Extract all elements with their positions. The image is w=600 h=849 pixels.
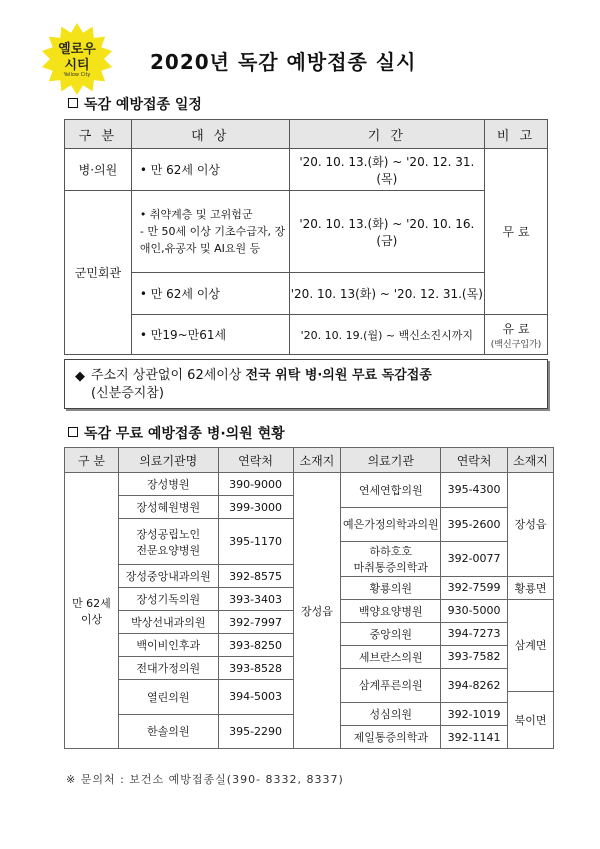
notice-box <box>64 359 548 409</box>
hospital-name: 삼계푸른의원 <box>341 668 441 703</box>
period-cell: '20. 10. 13.(화) ~ '20. 10. 16.(금) <box>289 191 485 273</box>
hospital-name: 백양요양병원 <box>341 599 441 622</box>
hospital-name: 제일통증의학과 <box>341 726 441 749</box>
hospital-name: 하하호호 마취통증의학과 <box>341 542 441 577</box>
hospital-phone: 393-8528 <box>218 657 293 680</box>
note-paid-sub: (백신구입가) <box>490 339 542 350</box>
hospital-name: 성심의원 <box>341 703 441 726</box>
header-cell: 대 상 <box>131 120 289 149</box>
logo-line-3: Yellow City <box>63 72 91 78</box>
notice-text-c: (신분증지참) <box>91 386 164 401</box>
table-row <box>65 149 548 191</box>
hospital-name: 박상선내과의원 <box>118 611 218 634</box>
table-row <box>65 191 548 273</box>
target-cell: • 만19~만61세 <box>131 315 289 355</box>
table-row <box>65 315 548 355</box>
logo-line-1: 옐로우 <box>58 42 96 57</box>
hospital-name: 열린의원 <box>118 680 218 715</box>
hospital-name: 백이비인후과 <box>118 634 218 657</box>
table-row <box>65 473 554 485</box>
footer-contact: ※ 문의처 : 보건소 예방접종실(390- 8332, 8337) <box>66 773 344 786</box>
note-paid: 유 료 <box>502 321 530 336</box>
logo-line-2: 시티 <box>64 58 90 73</box>
hospital-phone: 392-0077 <box>441 542 508 577</box>
header-cell: 소재지 <box>293 448 341 473</box>
hospital-phone: 392-7599 <box>441 576 508 599</box>
header-cell: 소재지 <box>508 448 554 473</box>
hospital-phone: 395-4300 <box>441 473 508 508</box>
header-cell: 구 분 <box>65 448 119 473</box>
section-heading-schedule <box>68 94 202 114</box>
checkbox-square-icon <box>68 98 78 108</box>
hospital-phone: 393-8250 <box>218 634 293 657</box>
hospital-name: 세브란스의원 <box>341 645 441 668</box>
header-cell: 기 간 <box>289 120 485 149</box>
hospital-phone: 393-3403 <box>218 588 293 611</box>
hospital-phone: 395-1170 <box>218 519 293 565</box>
hospital-phone: 394-5003 <box>218 680 293 715</box>
table-header-row <box>65 448 554 473</box>
header-cell: 연락처 <box>218 448 293 473</box>
header-cell: 의료기관 <box>341 448 441 473</box>
hospital-phone: 392-1141 <box>441 726 508 749</box>
hospital-name: 황룡의원 <box>341 576 441 599</box>
hospital-name: 중앙의원 <box>341 622 441 645</box>
target-cell: • 만 62세 이상 <box>131 273 289 315</box>
hospital-phone: 395-2290 <box>218 714 293 749</box>
hospital-name: 장성병원 <box>118 473 218 496</box>
location-cell: 황룡면 <box>508 576 554 599</box>
notice-text-b: 전국 위탁 병·의원 무료 독감접종 <box>245 368 432 383</box>
category-hall: 군민회관 <box>65 191 132 355</box>
hospitals-table <box>64 447 554 749</box>
note-free: 무 료 <box>485 149 548 315</box>
hospital-phone: 392-1019 <box>441 703 508 726</box>
header-cell: 비 고 <box>485 120 548 149</box>
checkbox-square-icon <box>68 427 78 437</box>
period-cell: '20. 10. 13(화) ~ '20. 12. 31.(목) <box>289 273 485 315</box>
target-cell: • 만 62세 이상 <box>131 149 289 191</box>
hospital-phone: 394-7273 <box>441 622 508 645</box>
section-heading-label: 독감 무료 예방접종 병·의원 현황 <box>84 426 285 442</box>
header-cell: 구 분 <box>65 120 132 149</box>
location-cell: 삼계면 <box>508 599 554 691</box>
table-header-row <box>65 120 548 149</box>
group-cell: 만 62세 이상 <box>65 473 119 749</box>
section-heading-hospitals <box>68 423 285 443</box>
section-heading-label: 독감 예방접종 일정 <box>84 97 202 113</box>
page-title: 2020년 독감 예방접종 실시 <box>150 50 417 74</box>
period-cell: '20. 10. 19.(월) ~ 백신소진시까지 <box>289 315 485 355</box>
hospitals-body <box>65 473 554 749</box>
hospital-name: 장성중앙내과의원 <box>118 565 218 588</box>
hospital-phone: 390-9000 <box>218 473 293 496</box>
hospital-phone: 392-7997 <box>218 611 293 634</box>
header-cell: 의료기관명 <box>118 448 218 473</box>
diamond-bullet-icon: ◆ <box>75 369 85 384</box>
table-row <box>65 273 548 315</box>
yellow-city-logo <box>40 22 114 96</box>
target-cell: • 취약계층 및 고위험군 - 만 50세 이상 기초수급자, 장애인,유공자 및 AI요원 등 <box>131 191 289 273</box>
schedule-table <box>64 119 548 355</box>
location-cell: 장성읍 <box>508 473 554 577</box>
hospital-name: 연세연합의원 <box>341 473 441 508</box>
hospital-phone: 395-2600 <box>441 507 508 542</box>
header-cell: 연락처 <box>441 448 508 473</box>
hospital-name: 장성혜원병원 <box>118 496 218 519</box>
hospital-name: 장성기독의원 <box>118 588 218 611</box>
hospital-name: 장성공립노인 전문요양병원 <box>118 519 218 565</box>
hospital-phone: 394-8262 <box>441 668 508 703</box>
hospital-name: 한솔의원 <box>118 714 218 749</box>
notice-text-a: 주소지 상관없이 62세이상 <box>91 368 246 383</box>
hospital-phone: 930-5000 <box>441 599 508 622</box>
hospital-phone: 392-8575 <box>218 565 293 588</box>
location-cell: 장성읍 <box>293 473 341 749</box>
hospital-name: 예은가정의학과의원 <box>341 507 441 542</box>
category-clinic: 병·의원 <box>65 149 132 191</box>
period-cell: '20. 10. 13.(화) ~ '20. 12. 31.(목) <box>289 149 485 191</box>
note-paid-cell <box>485 315 548 355</box>
hospital-phone: 399-3000 <box>218 496 293 519</box>
hospital-phone: 393-7582 <box>441 645 508 668</box>
location-cell: 북이면 <box>508 691 554 749</box>
hospital-name: 전대가정의원 <box>118 657 218 680</box>
